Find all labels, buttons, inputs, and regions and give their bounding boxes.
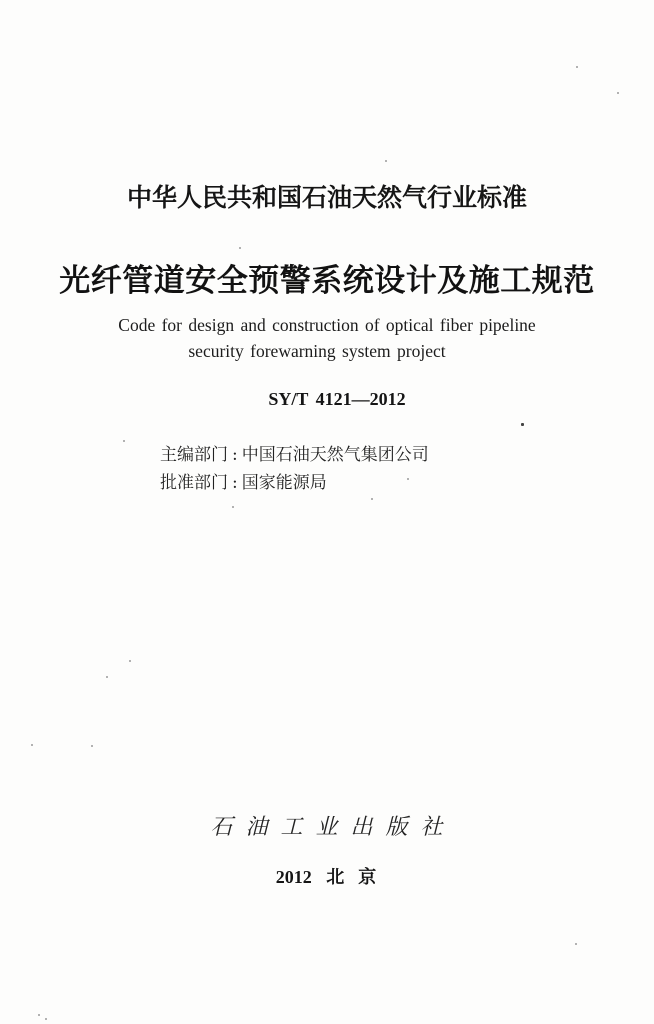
scan-speck [106,676,108,678]
scan-speck [38,1014,40,1016]
separator: : [232,473,238,493]
standard-series-heading: 中华人民共和国石油天然气行业标准 [126,183,527,212]
separator: : [232,445,238,465]
chief-editor-label: 主编部门 [160,445,228,465]
approval-value: 国家能源局 [241,473,327,493]
scan-speck [129,660,131,662]
scan-speck [239,247,241,249]
chief-editor-value: 中国石油天然气集团公司 [241,445,429,465]
scan-speck [45,1018,47,1020]
scan-speck [232,506,234,508]
scan-speck [617,92,619,94]
imprint-line [6,863,654,889]
scan-speck [385,160,387,162]
imprint-year: 2012 [275,867,312,887]
chief-editor-department [160,440,429,465]
scan-speck [407,478,409,480]
scan-speck [576,66,578,68]
scan-speck [31,744,33,746]
publisher-name: 石油工业出版社 [210,815,456,840]
imprint-city: 北京 [326,867,391,887]
standard-code: SY/T 4121—2012 [268,389,406,409]
scan-speck [521,423,524,426]
scan-speck [91,745,93,747]
scan-speck [371,498,373,500]
document-title-chinese: 光纤管道安全预警系统设计及施工规范 [59,263,595,299]
approval-label: 批准部门 [160,473,228,493]
document-title-english-line-1: Code for design and construction of optical fiber pipeline [118,315,536,335]
document-title-english-line-2: security forewarning system project [188,341,446,361]
scan-speck [123,440,125,442]
approval-department [160,468,327,493]
scan-speck [575,943,577,945]
